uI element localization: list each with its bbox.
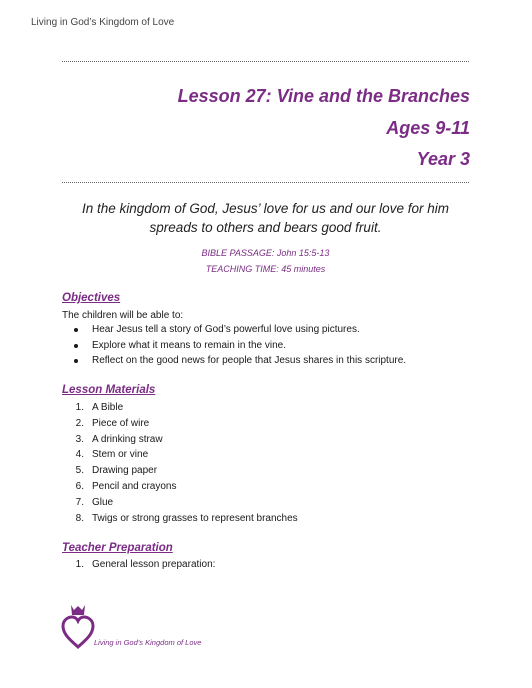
preparation-list [62, 557, 215, 573]
list-item: Hear Jesus tell a story of God’s powerful love using pictures. [62, 322, 406, 338]
objectives-intro: The children will be able to: [62, 310, 184, 321]
running-header: Living in God’s Kingdom of Love [31, 17, 175, 28]
objectives-heading: Objectives [62, 292, 121, 304]
bottom-divider [62, 182, 469, 183]
lesson-title: Lesson 27: Vine and the Branches [177, 86, 470, 106]
list-item: 5. Drawing paper [75, 465, 158, 477]
list-item: 6. Pencil and crayons [75, 480, 177, 492]
bible-passage: BIBLE PASSAGE: John 15:5-13 [201, 248, 330, 258]
materials-list [62, 400, 298, 526]
list-item: 3. A drinking straw [75, 433, 163, 445]
list-item: 4. Stem or vine [75, 449, 149, 461]
list-item: 1. A Bible [75, 402, 124, 413]
lesson-theme: In the kingdom of God, Jesus’ love for us and our love for him spreads to others and bears good fruit. [82, 201, 449, 235]
preparation-heading: Teacher Preparation [62, 542, 173, 554]
crowned-heart-icon [60, 603, 96, 651]
list-item: 1. General lesson preparation: [75, 559, 216, 570]
list-item: Reflect on the good news for people that Jesus shares in this scripture. [62, 353, 406, 369]
list-item: Explore what it means to remain in the vine. [62, 338, 406, 354]
list-item: 8. Twigs or strong grasses to represent branches [75, 512, 298, 524]
lesson-year: Year 3 [416, 149, 470, 169]
footer-text: Living in God’s Kingdom of Love [94, 638, 202, 647]
objectives-list [62, 322, 406, 369]
list-item: 7. Glue [75, 496, 114, 508]
teaching-time: TEACHING TIME: 45 minutes [205, 264, 326, 274]
materials-heading: Lesson Materials [62, 384, 156, 396]
lesson-ages: Ages 9-11 [386, 118, 470, 138]
top-divider [62, 61, 469, 62]
list-item: 2. Piece of wire [75, 417, 150, 429]
